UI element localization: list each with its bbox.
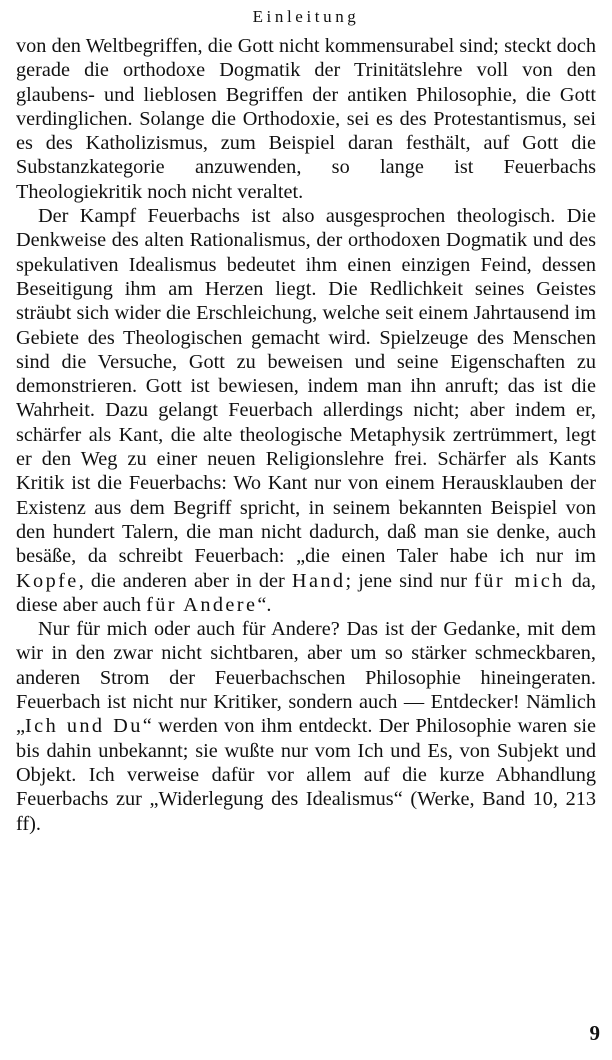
paragraph-3-text-b: “ werden von ihm entdeckt. Der Philosophie waren sie bis dahin unbekannt; sie wußte nur vom Ich und Es, von Subjekt und Objekt. Ich verweise dafür vor allem auf die kurze Abhandlung Feuerbachs zur „Widerlegung des Idealismus“ (Werke, Band 10, 213 ff). [16, 715, 596, 835]
paragraph-2 [16, 204, 596, 617]
running-head: Einleitung [252, 7, 360, 26]
paragraph-3-text-a: Nur für mich oder auch für Andere? Das ist der Gedanke, mit dem wir in den zwar nicht sichtbaren, aber um so stärker schmeckbaren, anderen Strom der Feuerbachschen Philosophie hineingeraten. Feuerbach ist nicht nur Kritiker, sondern auch — Entdecker! Nämlich „ [16, 618, 596, 738]
paragraph-2-text-f: “. [257, 593, 272, 616]
spaced-emphasis-kopfe: Kopfe [16, 569, 79, 592]
spaced-emphasis-hand: Hand [291, 569, 346, 592]
paragraph-2-text-c: ; jene sind nur [345, 569, 475, 592]
paragraph-2-text-b: , die anderen aber in der [78, 569, 292, 592]
paragraph-3 [16, 617, 596, 836]
paragraph-1: von den Weltbegriffen, die Gott nicht kommensurabel sind; steckt doch gerade die orthodoxe Dogmatik der Trinitätslehre voll von den glaubens- und lieblosen Begriffen der antiken Philosophie, die Gott verdinglichen. Solange die Orthodoxie, sei es des Protestantismus, sei es des Katholizismus, zum Beispiel daran festhält, auf Gott die Substanzkategorie anzuwenden, so lange ist Feuerbachs Theologiekritik noch nicht veraltet. [16, 35, 596, 203]
body-text [16, 34, 596, 836]
spaced-emphasis-fuer-mich: für mich [474, 569, 565, 592]
spaced-emphasis-fuer-andere: für Andere [146, 593, 258, 616]
paragraph-2-text-d: da, diese aber auch [16, 569, 596, 616]
page-number: 9 [589, 1021, 600, 1045]
spaced-emphasis-ich-und-du: Ich und Du [25, 715, 143, 738]
paragraph-2-text-a: Der Kampf Feuerbachs ist also ausgesprochen theologisch. Die Denkweise des alten Rationalismus, der orthodoxen Dogmatik und des spekulativen Idealismus bedeutet ihm einen einzigen Feind, dessen Beseitigung ihm am Herzen liegt. Die Redlichkeit seines Geistes sträubt sich wider die Erschleichung, welche seit einem Jahrtausend im Gebiete des Theologischen gemacht wird. Spielzeuge des Menschen sind die Versuche, Gott zu beweisen und seine Eigenschaften zu demonstrieren. Gott ist bewiesen, indem man ihn anruft; das ist die Wahrheit. Dazu gelangt Feuerbach allerdings nicht; aber indem er, schärfer als Kant, die alte theologische Metaphysik zertrümmert, legt er den Weg zu einer neuen Religionslehre frei. Schärfer als Kants Kritik ist die Feuerbachs: Wo Kant nur von einem Herausklauben der Existenz aus dem Begriff spricht, in seinem bekannten Beispiel von den hundert Talern, die man nicht dadurch, daß man sie denke, auch besäße, da schreibt Feuerbach: „die einen Taler habe ich nur im [16, 205, 596, 568]
